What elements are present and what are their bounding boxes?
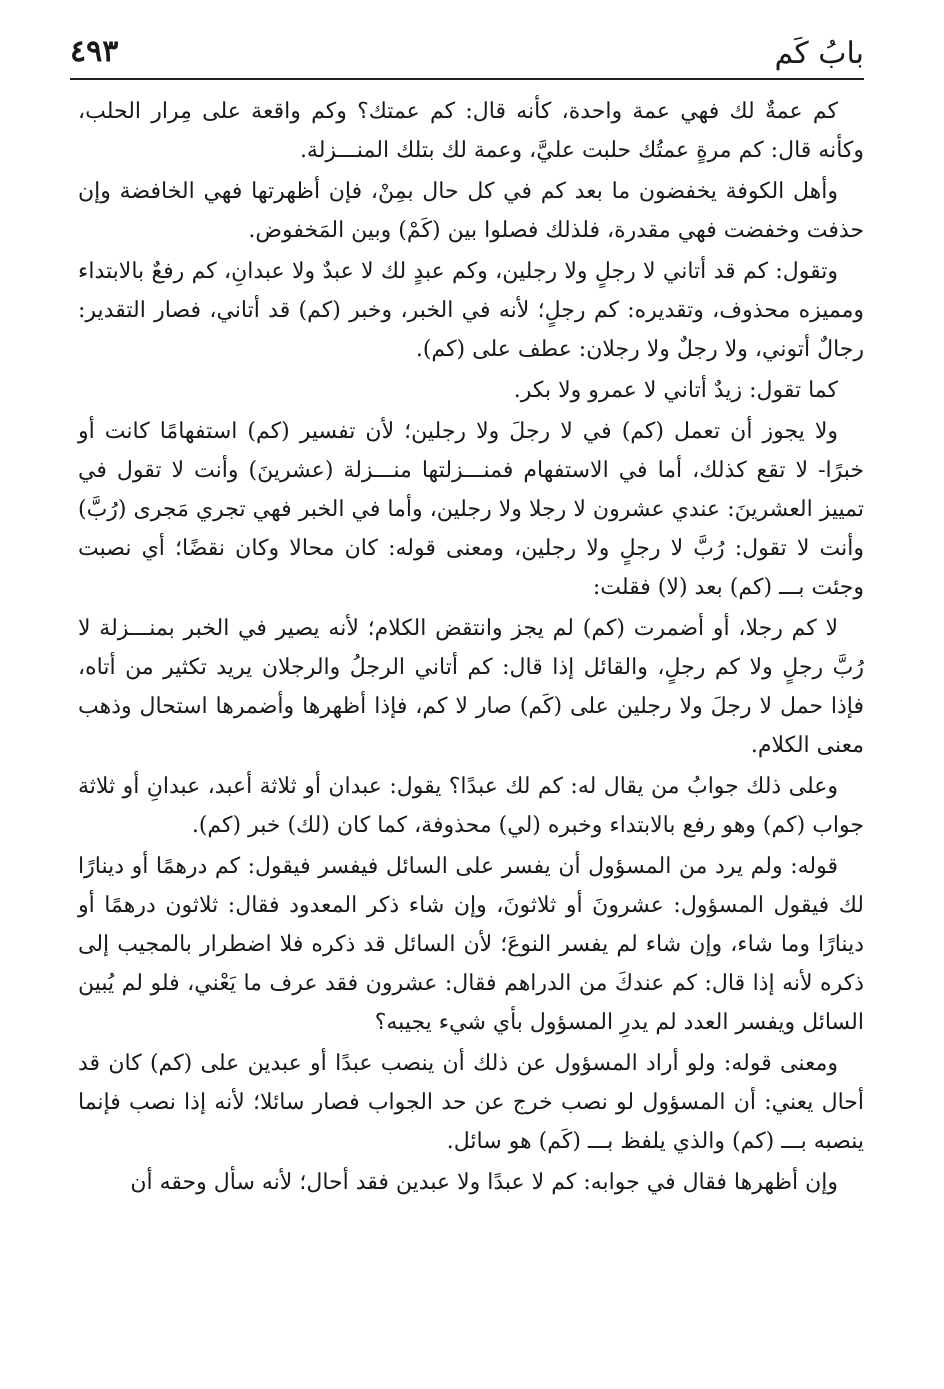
paragraph: قوله: ولم يرد من المسؤول أن يفسر على السائل فيفسر فيقول: كم درهمًا أو دينارًا لك فيقول المسؤول: عشرونَ أو ثلاثونَ، وإن شاء ذكر المعدود فقال: ثلاثون درهمًا أو دينارًا وما شاء، وإن شاء لم يفسر النوعَ؛ لأن السائل قد ذكره فلا اضطرار بالمجيب إلى ذكره لأنه إذا قال: كم عندكَ من الدراهم فقال: عشرون فقد عرف ما يَعْني، فلو لم يُبين السائل ويفسر العدد لم يدرِ المسؤول بأي شيء يجيبه؟ [78,854,864,1035]
paragraph: وتقول: كم قد أتاني لا رجلٍ ولا رجلين، وكم عبدٍ لك لا عبدٌ ولا عبدانِ، كم رفعٌ بالابتداء ومميزه محذوف، وتقديره: كم رجلٍ؛ لأنه في الخبر، وخبر (كم) قد أتاني، فصار التقدير: رجالٌ أتوني، ولا رجلٌ ولا رجلان: عطف على (كم). [78,259,864,362]
page-header [70,28,864,80]
page-number: ٤٩٣ [70,34,119,69]
paragraph: ومعنى قوله: ولو أراد المسؤول عن ذلك أن ينصب عبدًا أو عبدين على (كم) كان قد أحال يعني: أن المسؤول لو نصب خرج عن حد الجواب فصار سائلا؛ لأنه إذا نصب فإنما ينصبه بـــ (كم) والذي يلفظ بـــ (كَم) هو سائل. [78,1051,864,1154]
running-head: بابُ كَم [774,36,864,71]
paragraph: ولا يجوز أن تعمل (كم) في لا رجلَ ولا رجلين؛ لأن تفسير (كم) استفهامًا كانت أو خبرًا- لا تقع كذلك، أما في الاستفهام فمنـــزلتها منـــزلة (عشرينَ) وأنت لا تقول في تمييز العشرينَ: عندي عشرون لا رجلا ولا رجلين، وأما في الخبر فهي تجري مَجرى (رُبَّ) وأنت لا تقول: رُبَّ لا رجلٍ ولا رجلين، ومعنى قوله: كان محالا وكان نقضًا؛ أي نصبت وجئت بـــ (كم) بعد (لا) فقلت: [78,419,865,600]
paragraph: لا كم رجلا، أو أضمرت (كم) لم يجز وانتقض الكلام؛ لأنه يصير في الخبر بمنـــزلة لا رُبَّ رجلٍ ولا كم رجلٍ، والقائل إذا قال: كم أتاني الرجلُ والرجلان يريد تكثير من أتاه، فإذا حمل لا رجلَ ولا رجلين على (كَم) صار لا كم، فإذا أظهرها وأضمرها استحال وذهب معنى الكلام. [78,616,864,758]
body-text [78,92,864,1204]
paragraph: كما تقول: زيدٌ أتاني لا عمرو ولا بكر. [513,378,838,403]
paragraph: وإن أظهرها فقال في جوابه: كم لا عبدًا ولا عبدين فقد أحال؛ لأنه سأل وحقه أن [130,1170,838,1195]
paragraph: وعلى ذلك جوابُ من يقال له: كم لك عبدًا؟ يقول: عبدان أو ثلاثة أعبد، عبدانِ أو ثلاثة جواب (كم) وهو رفع بالابتداء وخبره (لي) محذوفة، كما كان (لك) خبر (كم). [78,774,864,838]
paragraph: كم عمةٌ لك فهي عمة واحدة، كأنه قال: كم عمتك؟ وكم واقعة على مِرار الحلب، وكأنه قال: كم مرةٍ عمتُك حلبت عليَّ، وعمة لك بتلك المنـــزلة. [78,99,864,163]
paragraph: وأهل الكوفة يخفضون ما بعد كم في كل حال بمِنْ، فإن أظهرتها فهي الخافضة وإن حذفت وخفضت فهي مقدرة، فلذلك فصلوا بين (كَمْ) وبين المَخفوض. [78,179,864,243]
